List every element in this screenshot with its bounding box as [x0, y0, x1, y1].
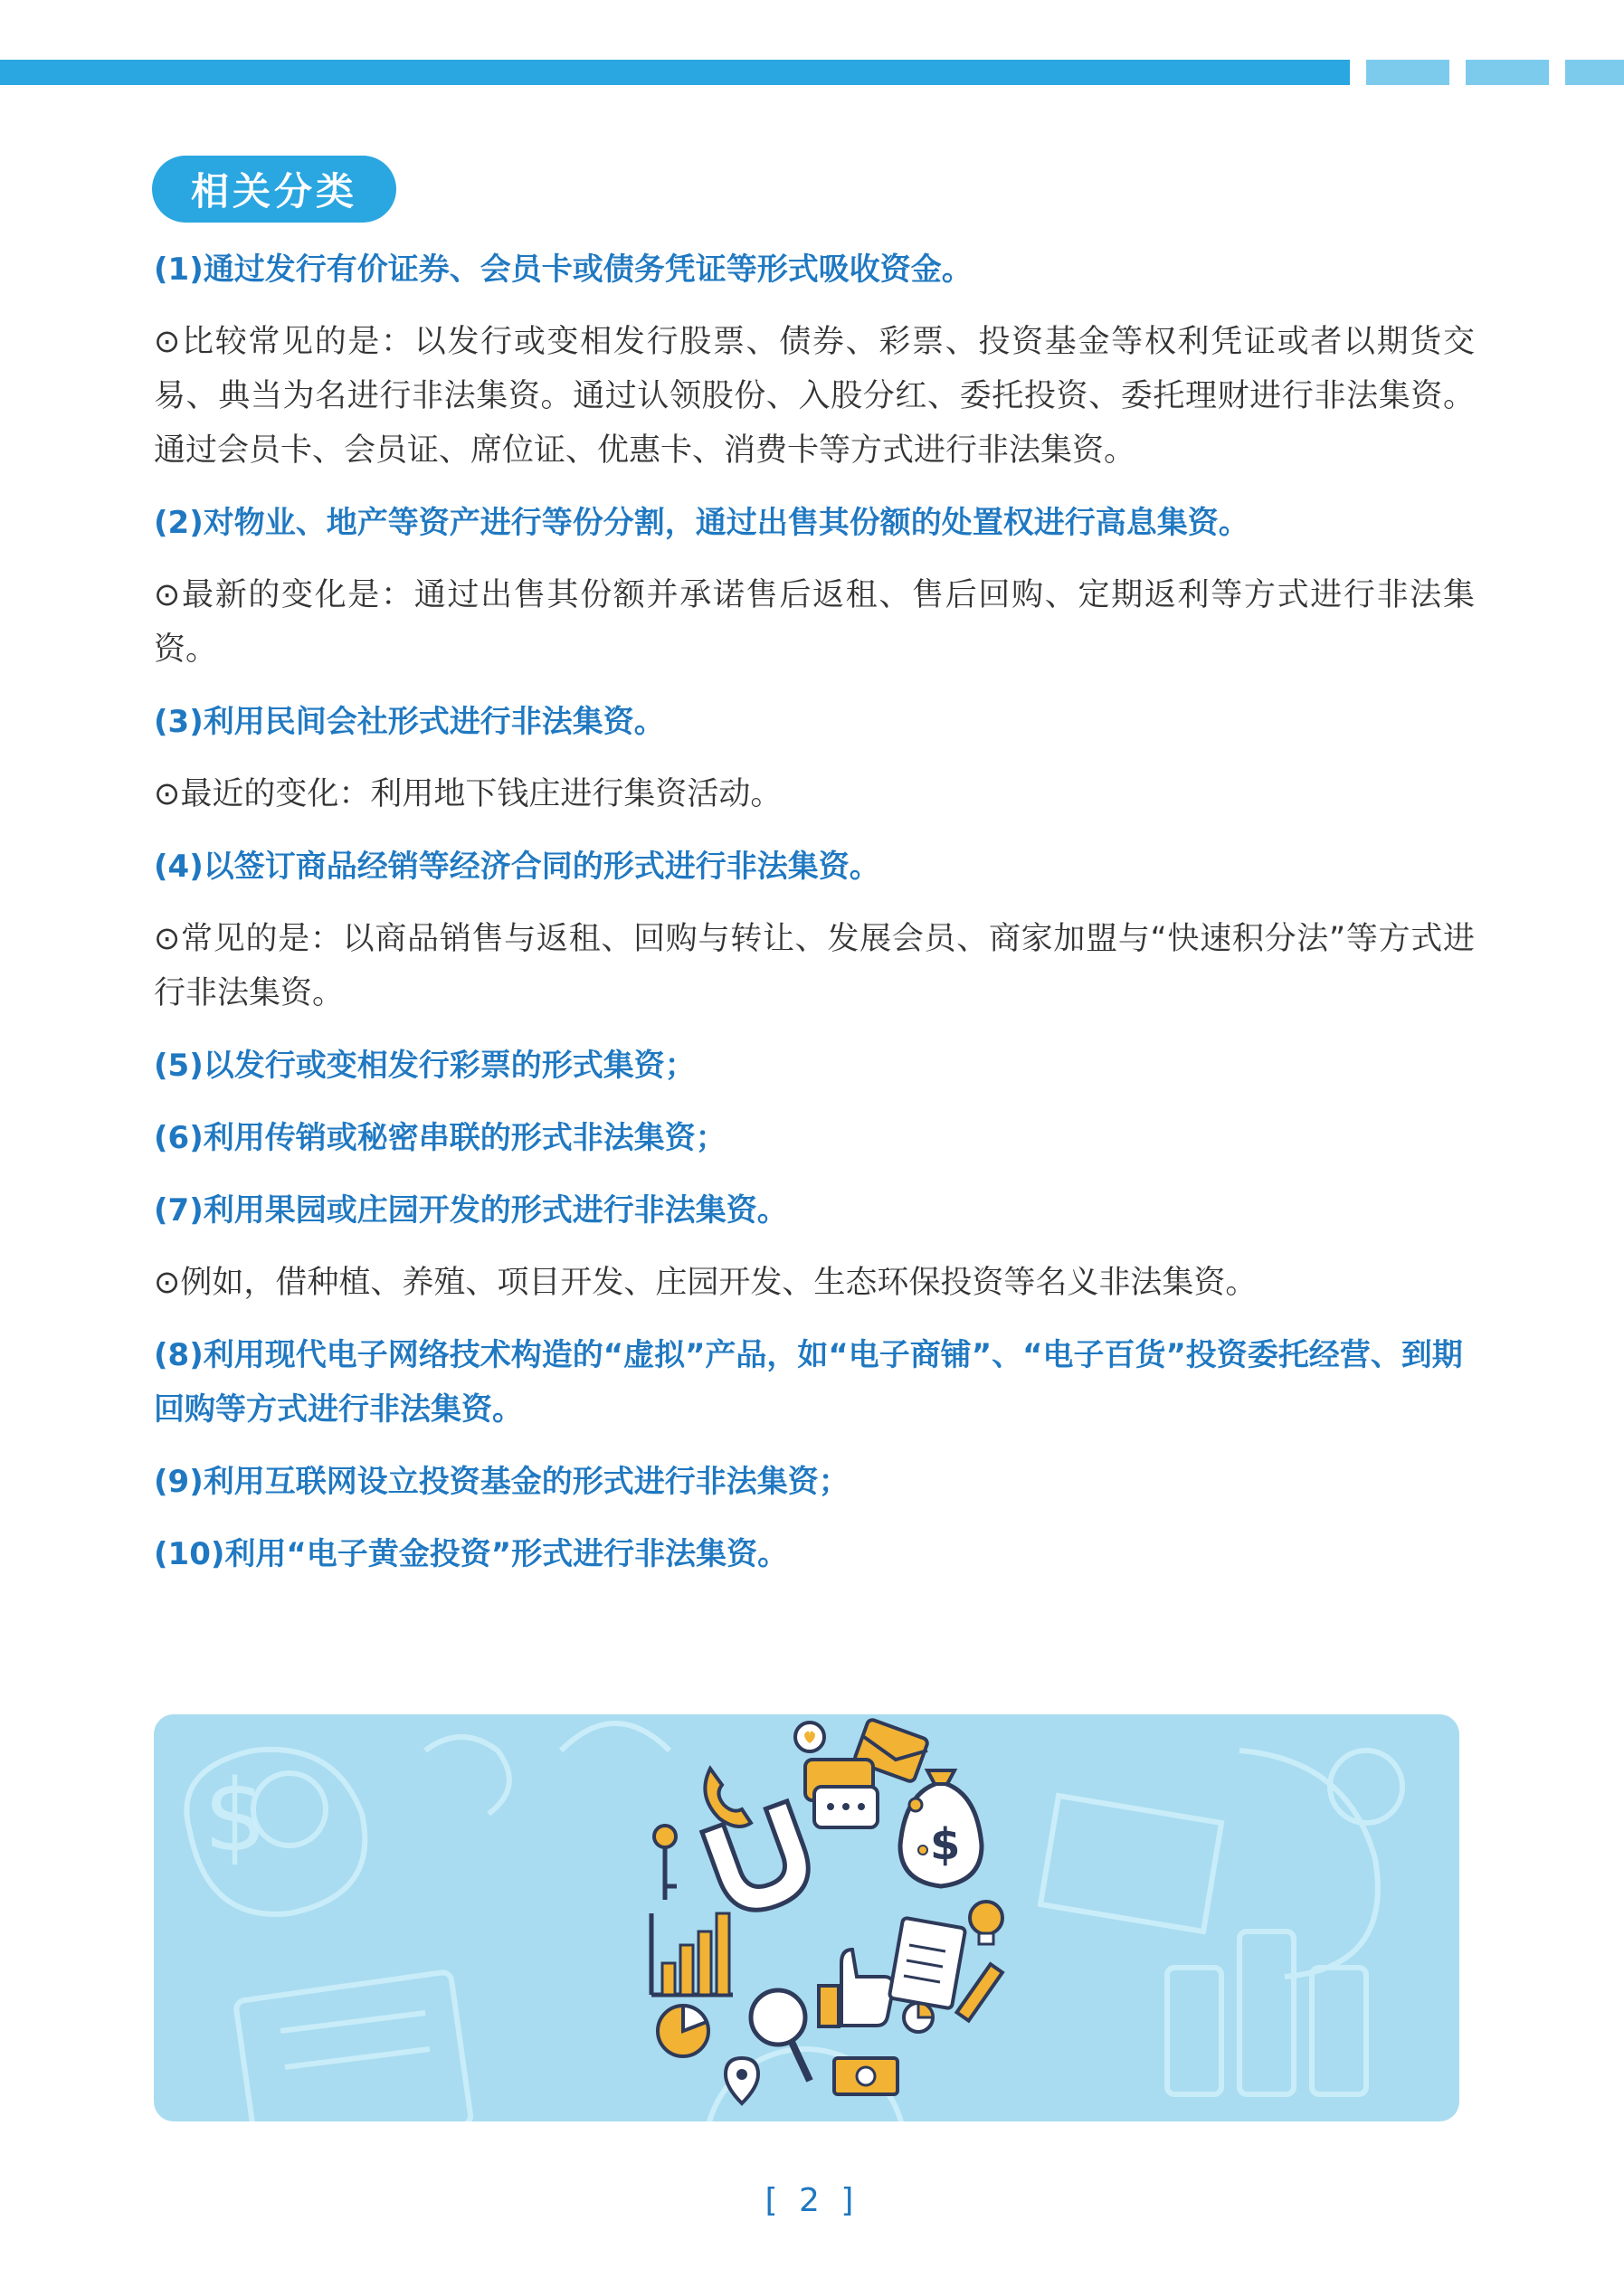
- pie-chart-icon: [904, 2003, 933, 2032]
- lightbulb-icon: [970, 1902, 1002, 1944]
- item-heading: (9)利用互联网设立投资基金的形式进行非法集资；: [154, 1464, 850, 1500]
- money-bag-icon: [900, 1770, 982, 1886]
- heart-icon: [795, 1722, 824, 1751]
- item-heading: (5)以发行或变相发行彩票的形式集资；: [154, 1048, 696, 1084]
- item-note: ⊙最近的变化：利用地下钱庄进行集资活动。: [154, 776, 783, 812]
- document-icon: [889, 1918, 966, 2009]
- bar-chart-icon: [651, 1913, 733, 1995]
- magnifier-icon: [751, 1990, 810, 2081]
- pie-chart-icon: [658, 2006, 708, 2056]
- location-pin-icon: [726, 2058, 758, 2103]
- item-note: ⊙例如，借种植、养殖、项目开发、庄园开发、生态环保投资等名义非法集资。: [154, 1265, 1258, 1301]
- item-note: ⊙常见的是：以商品销售与返租、回购与转让、发展会员、商家加盟与“快速积分法”等方式进行非法集资。: [154, 921, 1475, 1011]
- item-heading: (1)通过发行有价证券、会员卡或债务凭证等形式吸收资金。: [154, 251, 973, 288]
- item-heading: (4)以签订商品经销等经济合同的形式进行非法集资。: [154, 849, 880, 885]
- key-icon: [654, 1826, 677, 1900]
- svg-text:$: $: [204, 1758, 267, 1874]
- section-title: 相关分类: [152, 156, 396, 223]
- pencil-icon: [957, 1964, 1002, 2020]
- top-accent-segment: [1366, 60, 1449, 85]
- top-accent-segment: [1466, 60, 1549, 85]
- banknote-icon: [834, 2058, 897, 2094]
- finance-illustration: [154, 1714, 1459, 2121]
- chat-icon: [805, 1760, 878, 1827]
- item-heading: (2)对物业、地产等资产进行等份分割，通过出售其份额的处置权进行高息集资。: [154, 505, 1249, 541]
- item-heading: (7)利用果园或庄园开发的形式进行非法集资。: [154, 1192, 788, 1229]
- content-body: [154, 242, 1475, 1599]
- thumbs-up-icon: [819, 1950, 893, 2026]
- top-accent-bar: [0, 60, 1350, 85]
- illustration-svg: [154, 1714, 1459, 2121]
- svg-text:$: $: [930, 1819, 961, 1870]
- page-number: [ 2 ]: [765, 2182, 859, 2219]
- item-heading: (8)利用现代电子网络技术构造的“虚拟”产品，如“电子商铺”、“电子百货”投资委托经营、到期回购等方式进行非法集资。: [154, 1337, 1463, 1428]
- item-note: ⊙最新的变化是：通过出售其份额并承诺售后返租、售后回购、定期返利等方式进行非法集资。: [154, 577, 1475, 668]
- top-accent-segment: [1565, 60, 1624, 85]
- item-heading: (6)利用传销或秘密串联的形式非法集资；: [154, 1120, 727, 1156]
- item-heading: (10)利用“电子黄金投资”形式进行非法集资。: [154, 1536, 789, 1572]
- item-note: ⊙比较常见的是：以发行或变相发行股票、债券、彩票、投资基金等权利凭证或者以期货交易、典当为名进行非法集资。通过认领股份、入股分红、委托投资、委托理财进行非法集资。通过会员卡、会员证、席位证、优惠卡、消费卡等方式进行非法集资。: [154, 324, 1475, 469]
- phone-icon: [705, 1769, 751, 1827]
- item-heading: (3)利用民间会社形式进行非法集资。: [154, 704, 665, 740]
